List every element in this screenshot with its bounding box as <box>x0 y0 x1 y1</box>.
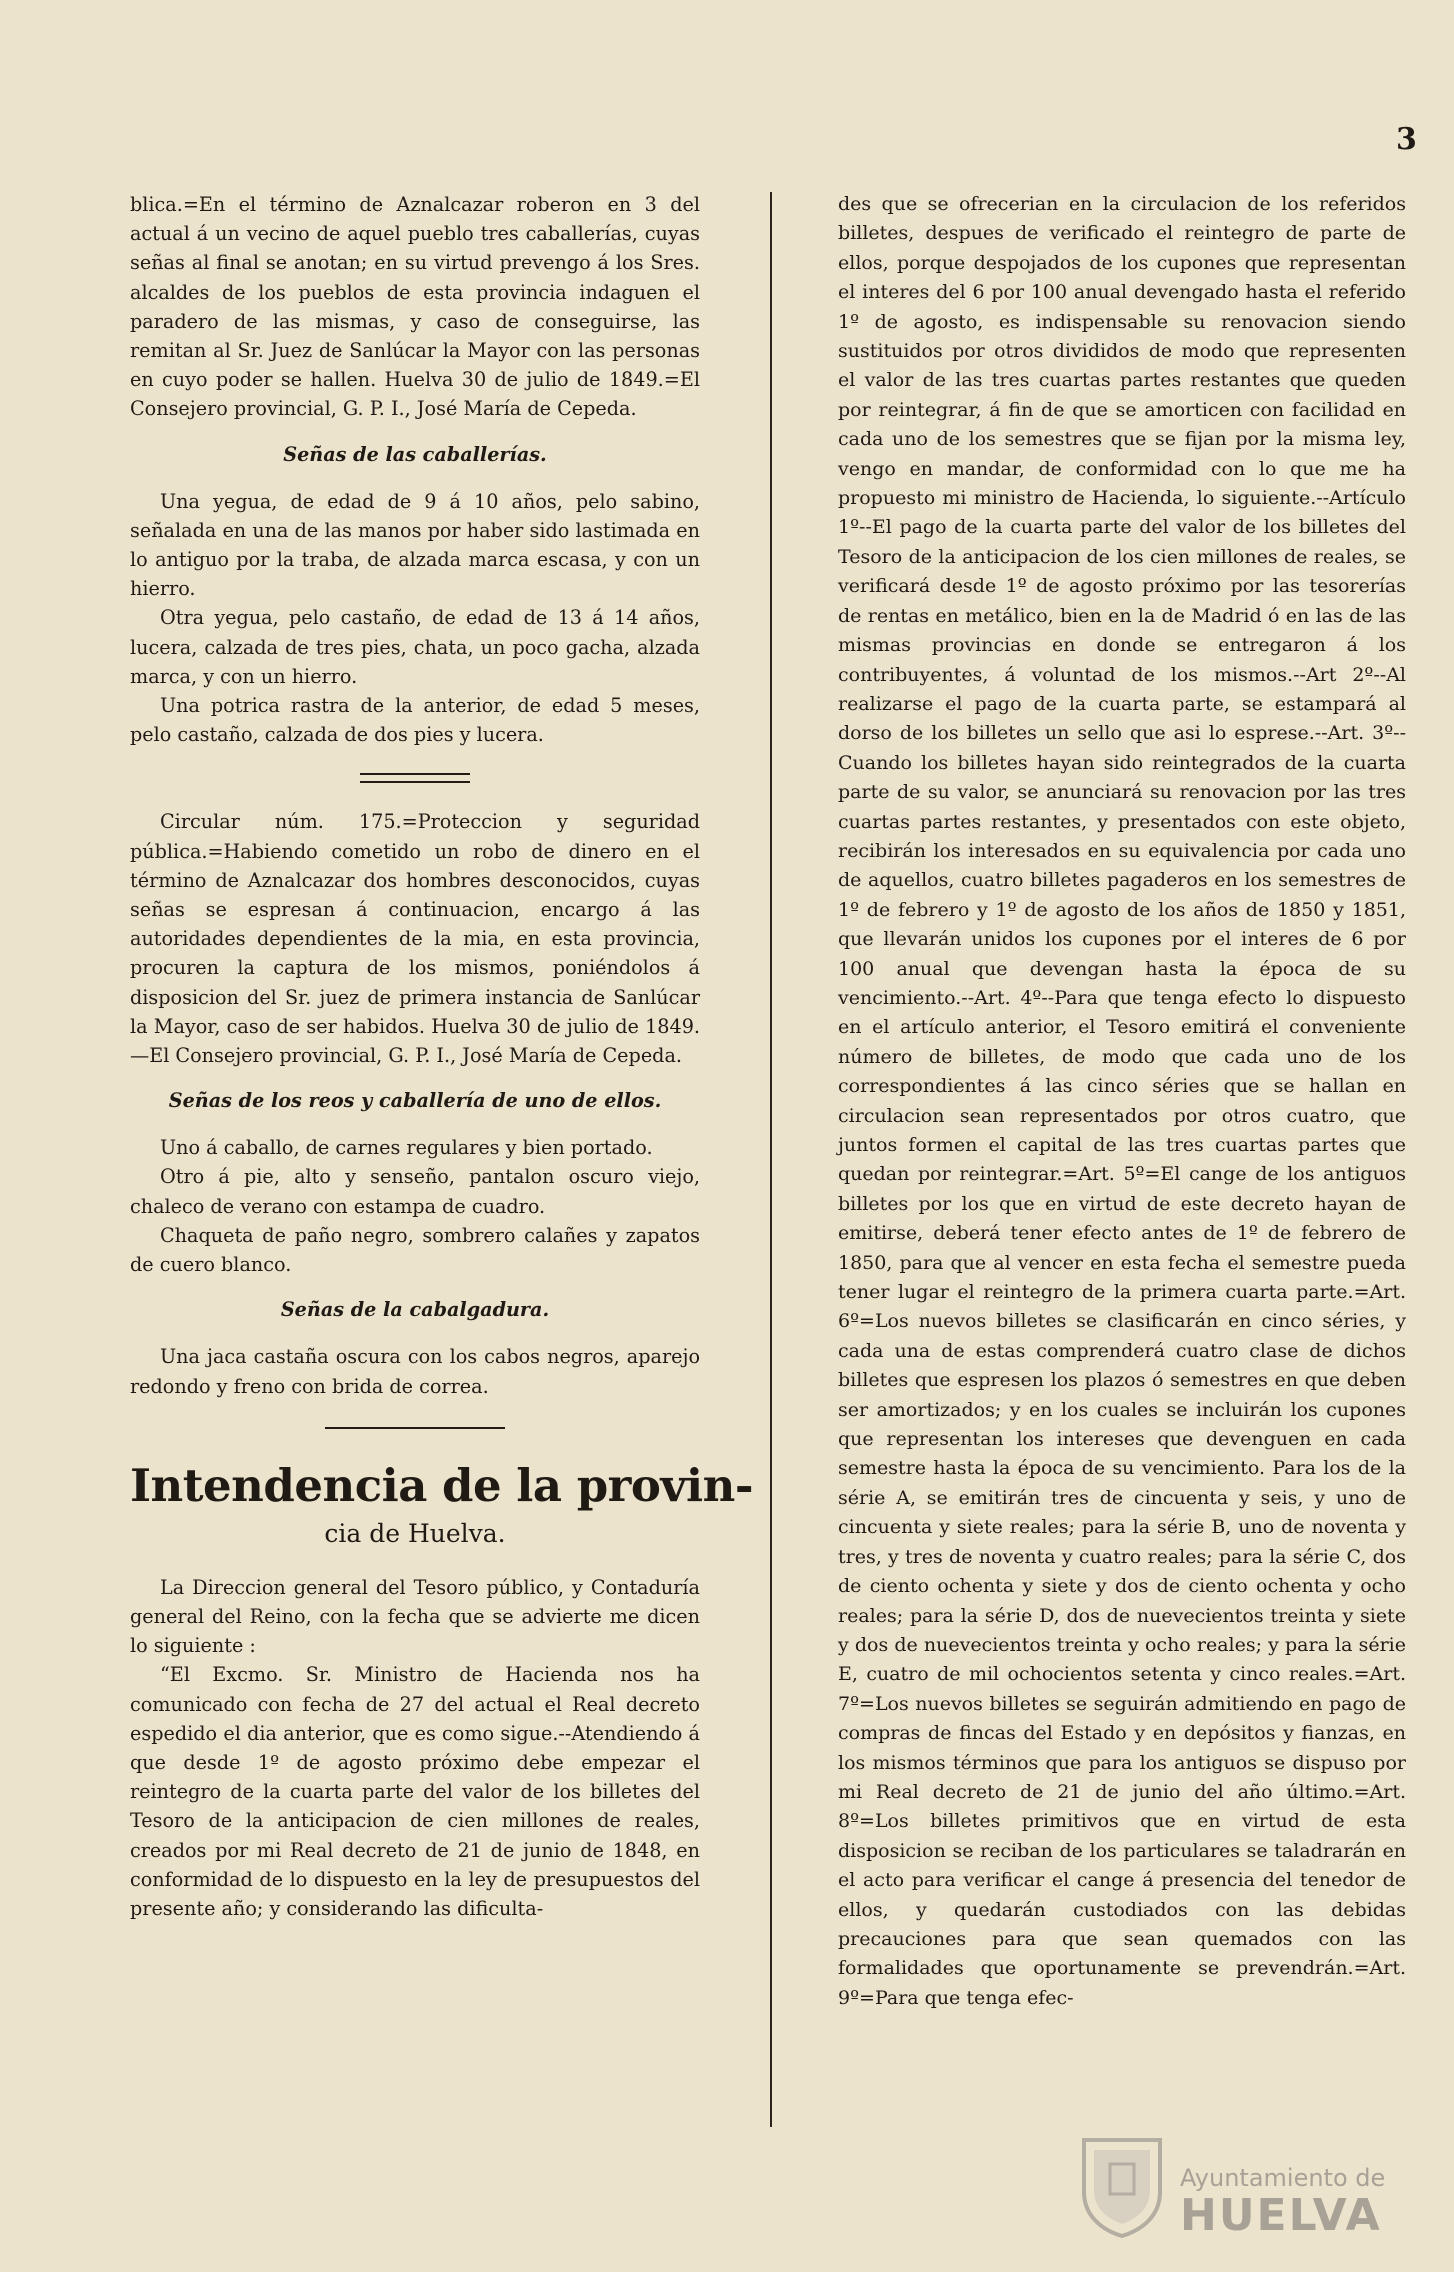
intro-paragraph: La Direccion general del Tesoro público, y Contaduría general del Reino, con la fecha que se advierte me dicen lo siguiente : <box>130 1575 700 1658</box>
section-divider-1 <box>360 773 470 783</box>
description-potrica: Una potrica rastra de la anterior, de edad 5 meses, pelo castaño, calzada de dos pies y lucera. <box>130 694 700 747</box>
description-yegua-1: Una yegua, de edad de 9 á 10 años, pelo sabino, señalada en una de las manos por haber sido lastimada en lo antiguo por la traba, de alzada marca escasa, y con un hierro. <box>130 489 700 601</box>
notice-paragraph-1: blica.=En el término de Aznalcazar roberon en 3 del actual á un vecino de aquel pueblo tres caballerías, cuyas señas al final se anotan; en su virtud prevengo á los Sres. alcaldes de los pueblos de esta provincia indaguen el paradero de las mismas, y caso de conseguirse, las remitan al Sr. Juez de Sanlúcar la Mayor con las personas en cuyo poder se hallen. Huelva 30 de julio de 1849.=El Consejero provincial, G. P. I., José María de Cepeda. <box>130 193 700 421</box>
description-reo-2: Otro á pie, alto y senseño, pantalon oscuro viejo, chaleco de verano con estampa de cuadro. <box>130 1165 700 1218</box>
page-number: 3 <box>1396 122 1417 157</box>
coat-of-arms-icon <box>1080 2134 1164 2238</box>
caption-senas-reos: Señas de los reos y caballería de uno de ellos. <box>168 1089 662 1113</box>
watermark-line-1: Ayuntamiento de <box>1180 2164 1386 2192</box>
section-subheading: cia de Huelva. <box>324 1518 506 1548</box>
column-divider <box>770 192 772 2127</box>
description-jaca: Una jaca castaña oscura con los cabos negros, aparejo redondo y freno con brida de correa. <box>130 1345 700 1398</box>
decree-paragraph-start: “El Excmo. Sr. Ministro de Hacienda nos ha comunicado con fecha de 27 del actual el Real decreto espedido el dia anterior, que es como sigue.--Atendiendo á que desde 1º de agosto próximo debe empezar el reintegro de la cuarta parte del valor de los billetes del Tesoro de la anticipacion de cien millones de reales, creados por mi Real decreto de 21 de junio de 1848, en conformidad de lo dispuesto en la ley de presupuestos del presente año; y considerando las dificulta- <box>130 1663 700 1920</box>
circular-175-paragraph: Circular núm. 175.=Proteccion y seguridad pública.=Habiendo cometido un robo de dinero en el término de Aznalcazar dos hombres desconocidos, cuyas señas se espresan á continuacion, encargo á las autoridades dependientes de la mia, en esta provincia, procuren la captura de los mismos, poniéndolos á disposicion del Sr. juez de primera instancia de Sanlúcar la Mayor, caso de ser habidos. Huelva 30 de julio de 1849.—El Consejero provincial, G. P. I., José María de Cepeda. <box>130 810 700 1068</box>
description-yegua-2: Otra yegua, pelo castaño, de edad de 13 á 14 años, lucera, calzada de tres pies, chata, un poco gacha, alzada marca, y con un hierro. <box>130 606 700 688</box>
description-reo-1: Uno á caballo, de carnes regulares y bien portado. <box>160 1136 653 1160</box>
caption-senas-caballerias: Señas de las caballerías. <box>283 442 547 466</box>
left-column <box>130 190 754 1923</box>
section-divider-2 <box>325 1427 505 1429</box>
right-column <box>838 190 1406 2013</box>
watermark-line-2: HUELVA <box>1180 2190 1382 2241</box>
description-ropa: Chaqueta de paño negro, sombrero calañes y zapatos de cuero blanco. <box>130 1223 700 1277</box>
decree-paragraph-continued: des que se ofrecerian en la circulacion de los referidos billetes, despues de verificado el reintegro de parte de ellos, porque despojados de los cupones que representan el interes del 6 por 100 anual devengado hasta el referido 1º de agosto, es indispensable su renovacion siendo sustituidos por otros divididos de modo que representen el valor de las tres cuartas partes restantes que queden por reintegrar, á fin de que se amorticen con facilidad en cada uno de los semestres que se fijan por la misma ley, vengo en mandar, de conformidad con lo que me ha propuesto mi ministro de Hacienda, lo siguiente.--Artículo 1º--El pago de la cuarta parte del valor de los billetes del Tesoro de la anticipacion de los cien millones de reales, se verificará desde 1º de agosto próximo por las tesorerías de rentas en metálico, bien en la de Madrid ó en las de las mismas provincias en donde se entregaron á los contribuyentes, á voluntad de los mismos.--Art 2º--Al realizarse el pago de la cuarta parte, se estampará al dorso de los billetes un sello que asi lo esprese.--Art. 3º--Cuando los billetes hayan sido reintegrados de la cuarta parte de su valor, se anunciará su renovacion por las tres cuartas partes restantes, y presentados con este objeto, recibirán los interesados en su equivalencia por cada uno de aquellos, cuatro billetes pagaderos en los semestres de 1º de febrero y 1º de agosto de los años de 1850 y 1851, que llevarán unidos los cupones por el interes de 6 por 100 anual que devengan hasta la época de su vencimiento.--Art. 4º--Para que tenga efecto lo dispuesto en el artículo anterior, el Tesoro emitirá el conveniente número de billetes, de modo que cada uno de los correspondientes á las cinco séries que se hallan en circulacion sean representados por otros cuatro, que juntos formen el capital de las tres cuartas partes que quedan por reintegrar.=Art. 5º=El cange de los antiguos billetes por los que en virtud de este decreto hayan de emitirse, deberá tener efecto antes de 1º de febrero de 1850, para que al vencer en esta fecha el semestre pueda tener lugar el reintegro de la primera cuarta parte.=Art. 6º=Los nuevos billetes se clasificarán en cinco séries, y cada una de estas comprenderá cuatro clase de dichos billetes que espresen los plazos ó semestres en que deben ser amortizados; y en los cuales se incluirán los cupones que representan los intereses que devenguen en cada semestre hasta la época de su vencimiento. Para los de la série A, se emitirán tres de cincuenta y seis, y uno de cincuenta y siete reales; para la série B, uno de noventa y tres, y tres de noventa y cuatro reales; para la série C, dos de ciento ochenta y siete y dos de ciento ochenta y ocho reales; para la série D, dos de nuevecientos treinta y siete y dos de nuevecientos treinta y ocho reales; y para la série E, cuatro de mil ochocientos setenta y cinco reales.=Art. 7º=Los nuevos billetes se seguirán admitiendo en pago de compras de fincas del Estado y en depósitos y fianzas, en los mismos términos que para los antiguos se dispuso por mi Real decreto de 21 de junio del año último.=Art. 8º=Los billetes primitivos que en virtud de esta disposicion se reciban de los particulares se taladrarán en el acto para verificar el cange á presencia del tenedor de ellos, y quedarán custodiados con las debidas precauciones para que sean quemados con las formalidades que oportunamente se prevendrán.=Art. 9º=Para que tenga efec- <box>838 193 1406 2009</box>
caption-senas-cabalgadura: Señas de la cabalgadura. <box>280 1298 550 1322</box>
watermark-logo <box>1080 2126 1400 2256</box>
section-heading: Intendencia de la provin- <box>130 1458 754 1512</box>
